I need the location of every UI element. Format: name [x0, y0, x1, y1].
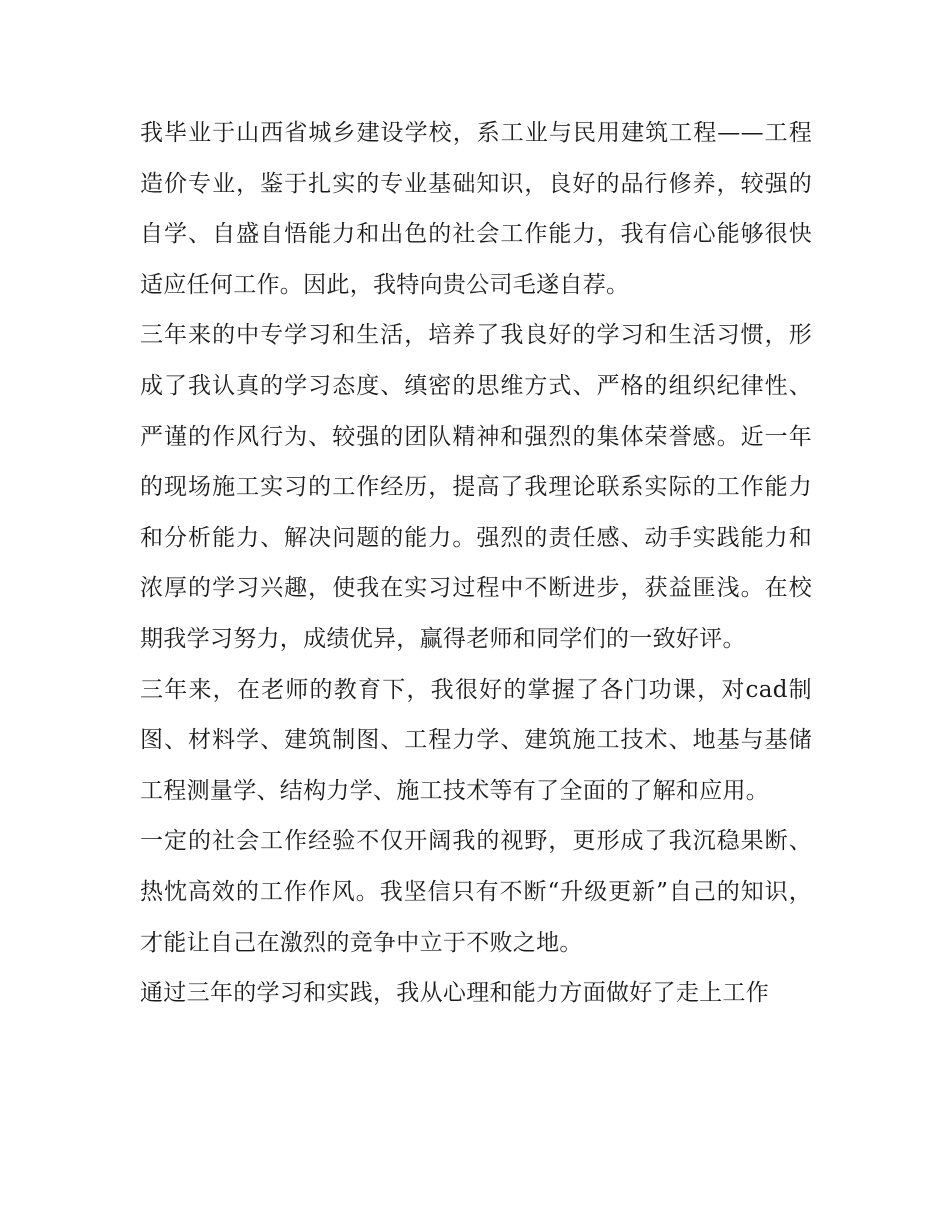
- paragraph-education: 我毕业于山西省城乡建设学校，系工业与民用建筑工程——工程造价专业，鉴于扎实的专业基础知识，良好的品行修养，较强的自学、自盛自悟能力和出色的社会工作能力，我有信心能够很快适应任何工作。因此，我特向贵公司毛遂自荐。: [140, 120, 812, 298]
- paragraph-study-life: 三年来的中专学习和生活，培养了我良好的学习和生活习惯，形成了我认真的学习态度、缜密的思维方式、严格的组织纪律性、严谨的作风行为、较强的团队精神和强烈的集体荣誉感。近一年的现场施工实习的工作经历，提高了我理论联系实际的工作能力和分析能力、解决问题的能力。强烈的责任感、动手实践能力和浓厚的学习兴趣，使我在实习过程中不断进步，获益匪浅。在校期我学习努力，成绩优异，赢得老师和同学们的一致好评。: [140, 322, 812, 652]
- paragraph-readiness: 通过三年的学习和实践，我从心理和能力方面做好了走上工作: [140, 980, 770, 1007]
- paragraph-courses: 三年来，在老师的教育下，我很好的掌握了各门功课，对cad制图、材料学、建筑制图、工程力学、建筑施工技术、地基与基储工程测量学、结构力学、施工技术等有了全面的了解和应用。: [140, 676, 812, 804]
- document-body: [140, 108, 812, 1019]
- paragraph-work-experience: 一定的社会工作经验不仅开阔我的视野，更形成了我沉稳果断、热忱高效的工作作风。我坚信只有不断“升级更新”自己的知识，才能让自己在激烈的竞争中立于不败之地。: [140, 828, 812, 956]
